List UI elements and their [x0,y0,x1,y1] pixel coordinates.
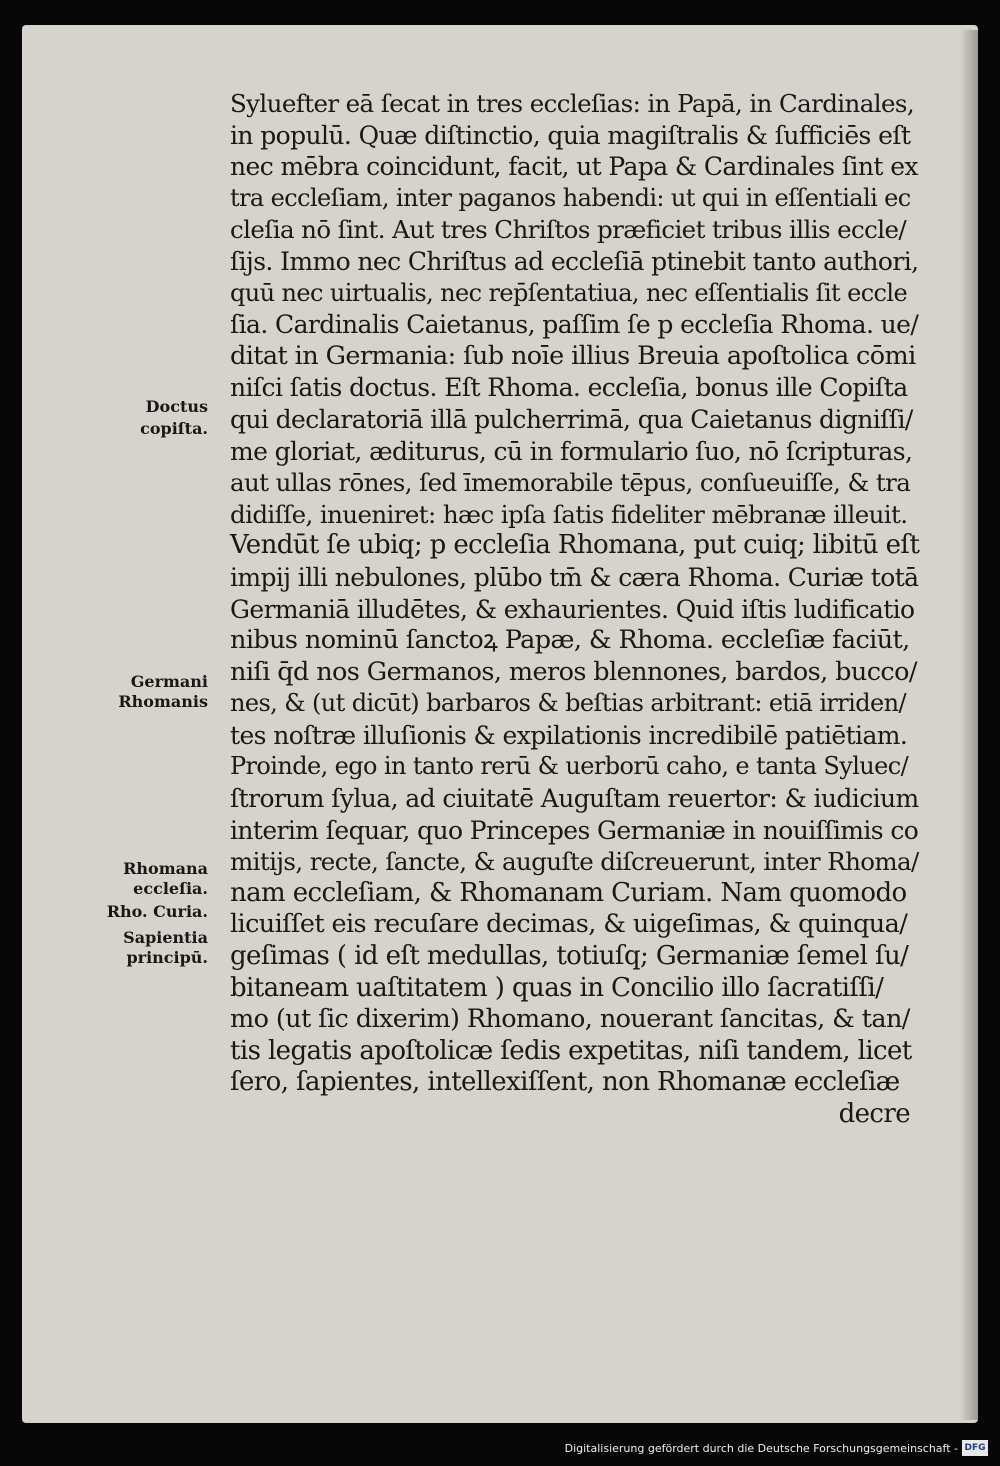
text-line: niſci ſatis doctus. Eſt Rhoma. eccleſia, bonus ille Copiſta [230,373,908,403]
text-line: nam eccleſiam, & Rhomanam Curiam. Nam quomodo [230,877,907,908]
text-line: nes, & (ut dicūt) barbaros & beſtias arbitrant: etiā irriden/ [230,689,906,718]
text-line: ſijs. Immo nec Chriſtus ad eccleſiā ptinebit tanto authori, [230,246,919,276]
marginal-note-germani: Germani [130,672,208,691]
text-line: nibus nominū ſanctoꝝ Papæ, & Rhoma. eccleſiæ faciūt, [230,625,910,656]
text-line: quū nec uirtualis, nec rep̄ſentatiua, nec eſſentialis ſit eccle [230,278,908,307]
text-line: Proinde, ego in tanto rerū & uerborū cahο, e tanta Syluec/ [230,752,909,781]
text-line: Germaniā illudētes, & exhaurientes. Quid iſtis ludificatio [230,594,915,624]
text-line: Syluefter eā ſecat in tres eccleſias: in Papā, in Cardinales, [230,89,915,118]
footer-credit: Digitalisierung gefördert durch die Deutsche Forschungsgemeinschaft - [564,1442,958,1455]
marginal-note-curia: Rho. Curia. [106,902,208,921]
text-line: qui declaratoriā illā pulcherrimā, qua Caietanus digniſſi/ [230,404,913,434]
page-edge [960,30,978,1420]
text-line: ſia. Cardinalis Caietanus, paſſim ſe p eccleſia Rhoma. ue/ [230,310,919,340]
marginal-note-rhomanis: Rhomanis [118,692,208,711]
marginal-note-ecclesia: eccleſia. [133,879,208,898]
text-line: interim ſequar, quo Princepes Germaniæ in nouiſſimis co [230,815,919,845]
text-line: tis legatis apoſtolicæ ſedis expetitas, niſi tandem, licet [230,1035,912,1066]
text-line: me gloriat, æditurus, cū in formulario ſuo, nō ſcripturas, [230,436,913,466]
marginal-note-copista: copiſta. [140,419,208,438]
text-line: cleſia nō ſint. Aut tres Chriſtos præficiet tribus illis eccle/ [230,215,907,245]
text-line: ditat in Germania: ſub noīe illius Breuia apoſtolica cōmi [230,340,916,371]
marginal-note-sapientia: Sapientia [123,928,208,947]
text-line: tra eccleſiam, inter paganos habendi: ut qui in eſſentiali ec [230,183,911,212]
marginal-note-doctus: Doctus [145,397,208,416]
catchword: decre [838,1099,910,1129]
text-line: ſtrorum ſylua, ad ciuitatē Auguſtam reuertor: & iudicium [230,784,919,814]
text-line: licuiſſet eis recuſare decimas, & uigeſimas, & quinqua/ [230,909,908,940]
marginal-note-rhomana: Rhomana [123,859,208,878]
text-line: Vendūt ſe ubiq; p eccleſia Rhomana, put cuiq; libitū eſt [230,530,920,561]
text-line: didiſſe, inueniret: hæc ipſa ſatis fideliter mēbranæ illeuit. [230,499,908,529]
body-text [230,88,920,1131]
text-line: nec mēbra coincidunt, facit, ut Papa & Cardinales ſint ex [230,152,918,182]
text-line: tes noſtræ illuſionis & expilationis incredibilē patiētiam. [230,720,908,750]
footer-bar [0,1436,1000,1466]
text-line: bitaneam uaſtitatem ) quas in Concilio illo ſacratiſſi/ [230,972,884,1003]
text-line: aut ullas rōnes, ſed īmemorabile tēpus, conſueuiſſe, & tra [230,468,911,498]
text-line: geſimas ( id eſt medullas, totiuſq; Germaniæ ſemel ſu/ [230,941,909,972]
text-line: impij illi nebulones, plūbo tm̄ & cæra Rhoma. Curiæ totā [230,562,919,592]
text-line: in populū. Quæ diſtinctio, quia magiſtralis & ſufficiēs eſt [230,120,911,150]
text-line: ſero, ſapientes, intellexiſſent, non Rhomanæ eccleſiæ [230,1067,900,1098]
text-line: mitijs, recte, ſancte, & auguſte diſcreuerunt, inter Rhoma/ [230,847,919,877]
marginal-note-principum: principū. [126,948,208,967]
text-line: niſi q̄d nos Germanos, meros blennones, bardos, bucco/ [230,656,917,687]
text-line: mo (ut ſic dixerim) Rhomano, nouerant ſancitas, & tan/ [230,1004,910,1035]
dfg-logo-icon: DFG [962,1440,988,1456]
